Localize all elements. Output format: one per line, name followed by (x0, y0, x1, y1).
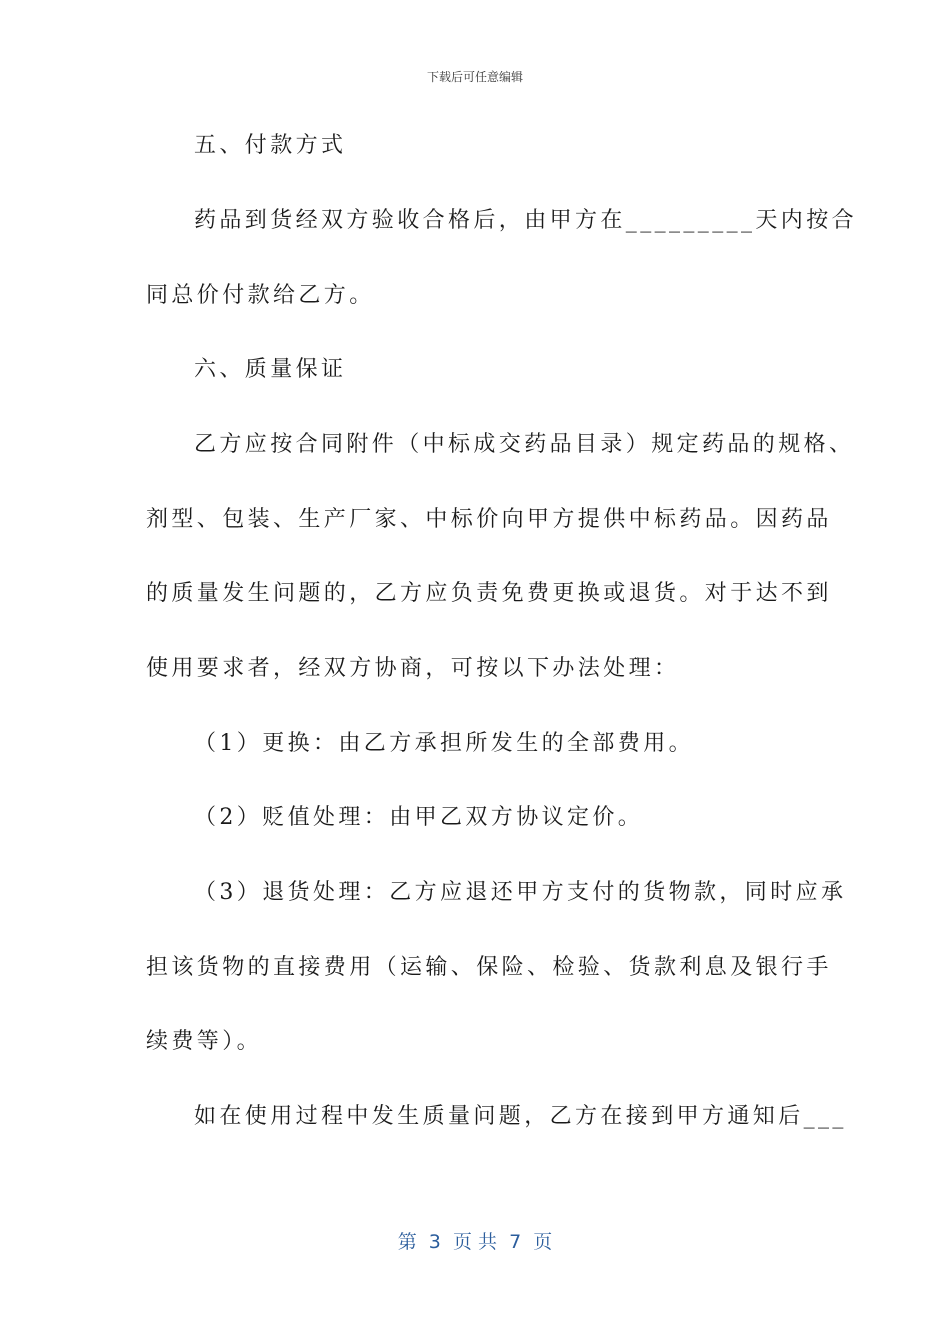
list-item: （3）退货处理：乙方应退还甲方支付的货物款，同时应承 (194, 880, 847, 905)
section-heading-quality: 六、质量保证 (194, 357, 347, 382)
list-item: （1）更换：由乙方承担所发生的全部费用。 (194, 731, 694, 756)
paragraph-line: 同总价付款给乙方。 (146, 283, 375, 308)
paragraph-line: 药品到货经双方验收合格后，由甲方在_________天内按合 (194, 208, 858, 233)
paragraph-line: 乙方应按合同附件（中标成交药品目录）规定药品的规格、 (194, 432, 855, 457)
paragraph-line: 担该货物的直接费用（运输、保险、检验、货款利息及银行手 (146, 955, 832, 980)
paragraph-line: 续费等）。 (146, 1029, 263, 1054)
paragraph-line: 的质量发生问题的，乙方应负责免费更换或退货。对于达不到 (146, 581, 832, 606)
list-item: （2）贬值处理：由甲乙双方协议定价。 (194, 805, 644, 830)
paragraph-line: 使用要求者，经双方协商，可按以下办法处理： (146, 656, 680, 681)
paragraph-line: 如在使用过程中发生质量问题，乙方在接到甲方通知后___ (194, 1104, 847, 1129)
header-note: 下载后可任意编辑 (426, 70, 523, 84)
page-number-footer: 第 3 页 共 7 页 (397, 1231, 553, 1253)
section-heading-payment: 五、付款方式 (194, 133, 347, 158)
paragraph-line: 剂型、包装、生产厂家、中标价向甲方提供中标药品。因药品 (146, 507, 832, 532)
